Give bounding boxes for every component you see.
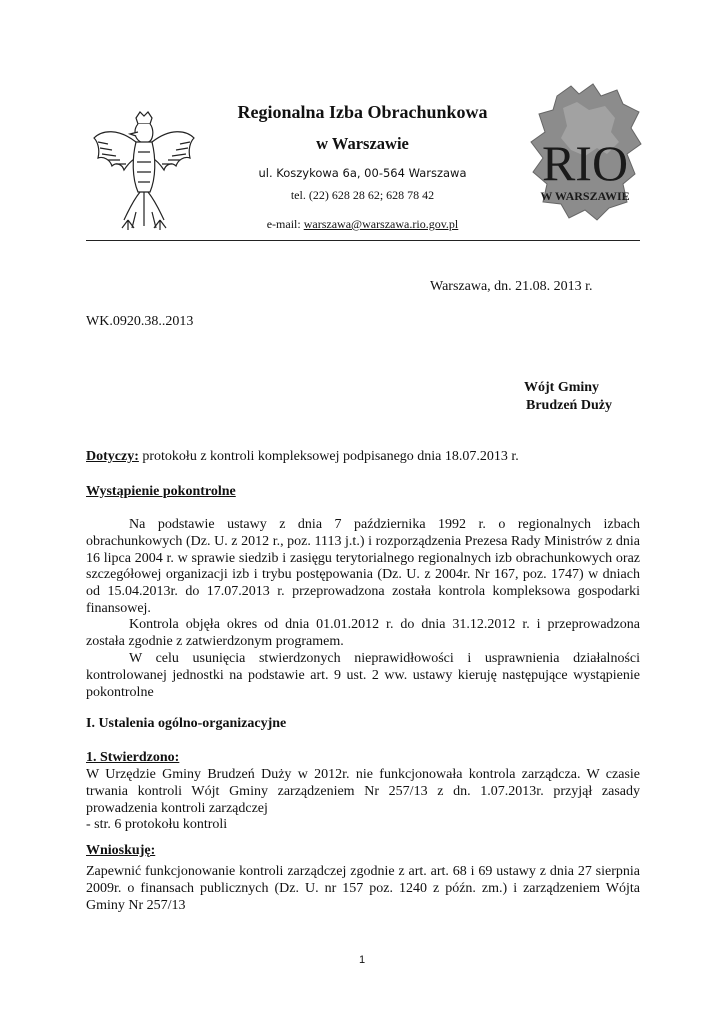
org-phone: tel. (22) 628 28 62; 628 78 42 [290,188,435,202]
body-paragraph-2: Kontrola objęła okres od dnia 01.01.2012 r. do dnia 31.12.2012 r. i przeprowadzona została zgodnie z zatwierdzonym programem. [86,617,640,649]
finding-label: 1. Stwierdzono: [86,750,180,765]
finding-text-main: W Urzędzie Gminy Brudzeń Duży w 2012r. nie funkcjonowała kontrola zarządcza. W czasie trwania kontroli Wójt Gminy zarządzeniem Nr 257/13 z dn. 1.07.2013r. przyjął zasady prowadzenia kontroli zarządczej [86,767,640,816]
header-divider [86,240,640,241]
letter-heading: Wystąpienie pokontrolne [86,484,236,499]
page-number: 1 [358,954,366,966]
polish-eagle-emblem-icon [88,108,200,236]
finding-text [86,767,640,834]
org-city: w Warszawie [316,134,409,153]
body-paragraph-1: Na podstawie ustawy z dnia 7 października 1992 r. o regionalnych izbach obrachunkowych (Dz. U. z 2012 r., poz. 1113 j.t.) i rozporządzenia Prezesa Rady Ministrów z dnia 16 lipca 2004 r. w sprawie siedzib i zasięgu terytorialnego regionalnych izb obrachunkowych oraz szczegółowej organizacji izb i trybu postępowania (Dz. U. z 2004r. Nr 167, poz. 1747) w dniach od 15.04.2013r. do 17.07.2013 r. przeprowadzona została kontrola kompleksowa gospodarki finansowej. [86,517,640,616]
recipient-name: Brudzeń Duży [526,398,612,413]
rio-logo [527,78,645,228]
rio-logo-subtext: W WARSZAWIE [540,189,630,203]
conclusions-label: Wnioskuję: [86,843,156,858]
email-label: e-mail: [266,217,304,231]
reference-number: WK.0920.38..2013 [86,314,194,329]
letter-date: Warszawa, dn. 21.08. 2013 r. [430,279,593,294]
org-name: Regionalna Izba Obrachunkowa [237,102,488,122]
subject-label: Dotyczy: [86,449,139,464]
finding-text-ref: - str. 6 protokołu kontroli [86,817,228,833]
org-email [190,217,535,232]
subject-text: protokołu z kontroli kompleksowej podpisanego dnia 18.07.2013 r. [138,449,519,464]
conclusions-text: Zapewnić funkcjonowanie kontroli zarządczej zgodnie z art. art. 68 i 69 ustawy z dnia 27 sierpnia 2009r. o finansach publicznych (Dz. U. nr 157 poz. 1240 z późn. zm.) i zarządzeniem Wójta Gminy Nr 257/13 [86,864,640,913]
email-link[interactable]: warszawa@warszawa.rio.gov.pl [303,217,459,231]
subject-line [86,449,519,466]
section-1-title: I. Ustalenia ogólno-organizacyjne [86,716,287,731]
org-address: ul. Koszykowa 6a, 00-564 Warszawa [258,166,467,180]
body-paragraph-3: W celu usunięcia stwierdzonych nieprawidłowości i usprawnienia działalności kontrolowanej jednostki na podstawie art. 9 ust. 2 ww. ustawy kieruję następujące wystąpienie pokontrolne [86,651,640,700]
recipient-title: Wójt Gminy [524,380,600,395]
rio-logo-text: RIO [541,135,629,191]
